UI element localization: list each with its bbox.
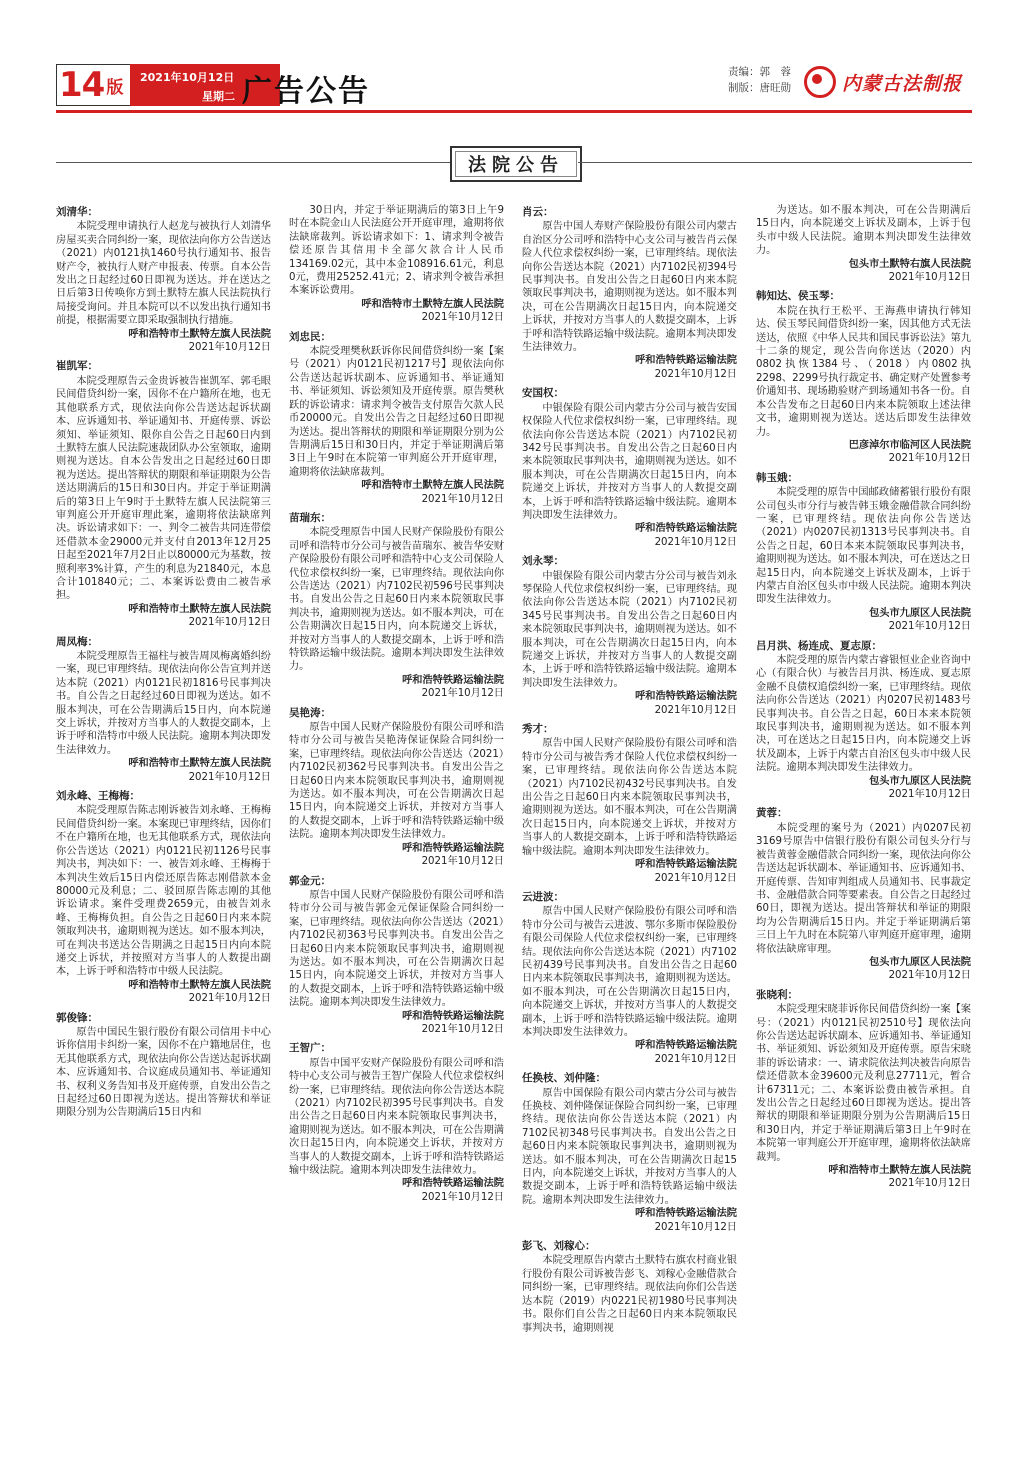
editors <box>728 64 791 96</box>
court-notice <box>522 1072 737 1234</box>
banner-title: 法院公告 <box>468 155 564 176</box>
notice-body: 原告中国人民财产保险股份有限公司呼和浩特市分公司与被告秀才保险人代位求偿权纠纷一案，已审理终结。现依法向你公告送达本院（2021）内7102民初432号民事判决书。自发出公告之日起60日内来本院领取民事判决书，逾期则视为送达。如不服本判决，可在公告期满次日起15日内，向本院递交上诉状，并按对方当事人的人数提交副本，上诉于呼和浩特铁路运输中级法院。逾期本判决即发生法律效力。 <box>522 738 737 857</box>
notice-body: 中银保险有限公司内蒙古分公司与被告刘永琴保险人代位求偿权纠纷一案，已审理终结。现依法向你公告送达本院（2021）内7102民初345号民事判决书。自发出公告之日起60日内来本院领取民事判决书，逾期则视为送达。如不服本判决，可在公告期满次日起15日内，向本院递交上诉状，并按对方当事人的人数提交副本，上诉于呼和浩特铁路运输中级法院。逾期本判决即发生法律效力。 <box>522 570 737 689</box>
column-4 <box>756 204 971 1464</box>
notice-court-signature: 呼和浩特铁路运输法院 <box>635 691 737 703</box>
notice-body: 原告中国平安财产保险股份有限公司呼和浩特中心支公司与被告王智广保险人代位求偿权纠纷一案，已审理终结。现依法向你公告送达本院（2021）内7102民初395号民事判决书。自发出公告之日起60日内来本院领取民事判决书，逾期则视为送达。如不服本判决，可在公告期满次日起15日内，向本院递交上诉状，并按对方当事人的人数提交副本，上诉于呼和浩特铁路运输中级法院。逾期本判决即发生法律效力。 <box>289 1057 504 1177</box>
notice-date: 2021年10月12日 <box>421 493 504 505</box>
notice-date: 2021年10月12日 <box>421 1191 504 1203</box>
court-notice <box>522 555 737 717</box>
notice-date: 2021年10月12日 <box>654 704 737 716</box>
notice-date: 2021年10月12日 <box>188 771 271 783</box>
notice-court-signature: 呼和浩特市土默特左旗人民法院 <box>361 480 504 492</box>
notice-body: 本院受理樊秋跃诉你民间借贷纠纷一案【案号（2021）内0121民初1217号】现依法向你公告送达起诉状副本、应诉通知书、举证通知书、举证须知、诉讼须知及开庭传票。原告樊秋跃的诉讼请求：请求判令被告支付原告欠款人民币20000元。自发出公告之日起经过60日即视为送达。提出答辩状的期限和举证期限分别为公告期满后15日和30日内，并定于举证期满后第3日上午9时在本院第一审判庭公开开庭审理，逾期将依法缺席裁判。 <box>289 346 504 478</box>
notice-addressee: 刘永峰、王梅梅： <box>56 790 140 803</box>
notice-court-signature: 呼和浩特市土默特左旗人民法院 <box>128 603 271 615</box>
issue-date: 2021年10月12日 <box>140 71 235 84</box>
notice-date: 2021年10月12日 <box>421 688 504 700</box>
notice-addressee: 秀才： <box>522 723 554 736</box>
page-number: 14 <box>59 65 105 105</box>
logo-icon <box>804 66 836 98</box>
notice-body: 本院在执行王松平、王海燕申请执行韩知达、侯玉琴民间借贷纠纷一案，因其他方式无法送达，依照《中华人民共和国民事诉讼法》第九十二条的规定，现公告向你送达（2020）内0802执恢1384号、（2018）内0802执2298、2299号执行裁定书、确定财产处置参考价通知书、现场勘验财产到场通知书各一份。自本公告发布之日起60日内来本院领取上述法律文书，逾期则视为送达。送达后即发生法律效力。 <box>756 305 971 438</box>
notice-body: 原告中国人寿财产保险股份有限公司内蒙古自治区分公司呼和浩特中心支公司与被告肖云保险人代位求偿权纠纷一案，已审理终结。现依法向你公告送达本院（2021）内7102民初394号民事判决书。自发出公告之日起60日内来本院领取民事判决书，逾期则视为送达。如不服本判决，可在公告期满次日起15日内，向本院递交上诉状，并按对方当事人的人数提交副本，上诉于呼和浩特铁路运输中级法院。逾期本判决即发生法律效力。 <box>522 221 737 354</box>
notice-court-signature: 呼和浩特铁路运输法院 <box>402 1178 504 1190</box>
notice-court-signature: 呼和浩特铁路运输法院 <box>635 1040 737 1052</box>
issue-weekday: 星期二 <box>202 90 235 103</box>
court-notice <box>756 472 971 634</box>
notice-date: 2021年10月12日 <box>888 453 971 465</box>
notice-addressee: 周凤梅： <box>56 635 98 648</box>
notice-body: 原告中国民生银行股份有限公司信用卡中心诉你信用卡纠纷一案，因你不在户籍地居住，也无其他联系方式，现依法向你公告送达起诉状副本、应诉通知书、合议庭成员通知书、举证通知书、权利义务告知书及开庭传票，自发出公告之日起经过60日即视为送达。提出答辩状和举证期限分别为公告期满后15日内和 <box>56 1026 271 1119</box>
notice-addressee: 韩玉娥： <box>756 471 798 484</box>
notice-body: 本院受理原告陈志刚诉被告刘永峰、王梅梅民间借贷纠纷一案。本案现已审理终结，因你们不在户籍所在地，也无其他联系方式，现依法向你公告送达（2021）内0121民初1126号民事判决书，判决如下：一、被告刘永峰、王梅梅于本判决生效后15日内偿还原告陈志刚借款本金80000元及利息；二、驳回原告陈志刚的其他诉讼请求。案件受理费2659元，由被告刘永峰、王梅梅负担。自公告之日起60日内来本院领取判决书，逾期则视为送达。如不服本判决，可在判决书送达公告期满之日起15日内向本院递交上诉状，并按照对方当事人的人数提出副本，上诉于呼和浩特市中级人民法院。 <box>56 805 271 978</box>
notice-body: 本院受理宋晓菲诉你民间借贷纠纷一案【案号：（2021）内0121民初2510号】现依法向你公告送达起诉状副本、应诉通知书、举证通知书、举证须知、诉讼须知及开庭传票。原告宋晓菲的诉讼请求：一、请求院依法判决被告向原告偿还借款本金39600元及利息27711元，暂合计67311元；二、本案诉讼费由被告承担。自发出公告之日起经过60日即视为送达。提出答辩状的期限和举证期限分别为公告期满后15日和30日内，并定于举证期满后第3日上午9时在本院第一审判庭公开开庭审理，逾期将依法缺席裁判。 <box>756 1004 971 1163</box>
court-notice <box>756 290 971 465</box>
court-notice <box>289 512 504 701</box>
notice-addressee: 韩知达、侯玉琴： <box>756 290 840 303</box>
court-notice <box>756 640 971 802</box>
court-notice <box>56 206 271 354</box>
notice-court-signature: 呼和浩特铁路运输法院 <box>635 859 737 871</box>
notice-addressee: 安国权： <box>522 387 564 400</box>
notice-body: 本院受理的原告中国邮政储蓄银行股份有限公司包头市分行与被告韩玉娥金融借款合同纠纷一案，已审理终结。现依法向你公告送达（2021）内0207民初1313号民事判决书。自公告之日起，60日本来本院领取民事判决书，逾期则视为送达。如不服本判决，可在送达之日起15日内，向本院递交上诉状及副本，上诉于内蒙古自治区包头市中级人民法院。逾期本判决即发生法律效力。 <box>756 487 971 606</box>
court-notice <box>289 875 504 1037</box>
notice-addressee: 崔凯军： <box>56 360 98 373</box>
notice-date: 2021年10月12日 <box>188 617 271 629</box>
notice-court-signature: 巴彦淖尔市临河区人民法院 <box>848 439 971 451</box>
court-notice <box>756 204 971 284</box>
page-number-suffix: 版 <box>106 77 124 98</box>
notice-addressee: 刘忠民： <box>289 330 331 343</box>
notice-body: 本院受理原告云金贵诉被告崔凯军、郭毛眼民间借贷纠纷一案，因你不在户籍所在地，也无其他联系方式，现依法向你公告送达起诉状副本、应诉通知书、举证通知书、开庭传票、诉讼须知、举证须知、限你自公告之日起60日内到土默特左旗人民法院速裁团队办公室领取，逾期则视为送达。自本公告发出之日起经过60日即视为送达。提出答辩状的期限和举证期限为公告送达期满后的15日和30日内。并定于举证期满后的第3日上午9时于土默特左旗人民法院第三审判庭公开开庭审理此案，逾期将依法缺席判决。诉讼请求如下：一、判令二被告共同连带偿还借款本金29000元并支付自2013年12月25日起至2021年7月2日止以80000元为基数，按照利率3%计算，产生的利息为21840元，本息合计101840元；二、本案诉讼费由二被告承担。 <box>56 375 271 602</box>
column-1 <box>56 204 271 1464</box>
court-notice <box>56 790 271 1006</box>
notice-court-signature: 呼和浩特铁路运输法院 <box>635 1208 737 1220</box>
notice-body: 原告中国人民财产保险股份有限公司呼和浩特市分公司与被告吴艳涛保证保险合同纠纷一案，已审理终结。现依法向你公告送达（2021）内7102民初362号民事判决书。自发出公告之日起60日内来本院领取民事判决书，逾期则视为送达。如不服本判决，可在公告期满次日起15日内，向本院递交上诉状，并按对方当事人的人数提交副本，上诉于呼和浩特铁路运输中级法院。逾期本判决即发生法律效力。 <box>289 722 504 841</box>
masthead-rule <box>56 110 972 113</box>
notice-court-signature: 呼和浩特市土默特左旗人民法院 <box>128 979 271 991</box>
notice-addressee: 吴艳涛： <box>289 706 331 719</box>
newspaper-logo <box>804 66 962 98</box>
notice-date: 2021年10月12日 <box>654 368 737 380</box>
notice-body: 本院受理原告内蒙古土默特右旗农村商业银行股份有限公司诉被告彭飞、刘稼心金融借款合同纠纷一案，已审理终结。现依法向你们公告送达本院（2019）内0221民初1980号民事判决书。限你们自公告之日起60日内来本院领取民事判决书，逾期则视 <box>522 1255 737 1334</box>
notice-addressee: 王智广： <box>289 1042 331 1055</box>
notice-addressee: 郭俊锋： <box>56 1011 98 1024</box>
notice-addressee: 吕月洪、杨连成、夏志原： <box>756 639 882 652</box>
notice-date: 2021年10月12日 <box>888 272 971 284</box>
notice-body: 30日内，并定于举证期满后的第3日上午9时在本院金山人民法庭公开开庭审理，逾期将依法缺席裁判。诉讼请求如下：1、请求判令被告偿还原告其信用卡全部欠款合计人民币134169.02元，其中本金108916.61元，利息0元，费用25252.41元；2、请求判令被告承担本案诉讼费用。 <box>289 205 504 297</box>
notice-date: 2021年10月12日 <box>188 993 271 1005</box>
notice-court-signature: 呼和浩特铁路运输法院 <box>635 355 737 367</box>
court-notice <box>289 331 504 506</box>
notice-court-signature: 呼和浩特市土默特左旗人民法院 <box>128 328 271 340</box>
court-notice <box>289 204 504 325</box>
court-notice <box>522 206 737 381</box>
notice-addressee: 张晓利： <box>756 988 798 1001</box>
notice-body: 本院受理原告中国人民财产保险股份有限公司呼和浩特市分公司与被告苗瑞东、被告华安财产保险股份有限公司呼和浩特中心支公司保险人代位求偿权纠纷一案，已审理终结。现依法向你公告送达（2021）内7102民初596号民事判决书。自发出公告之日起60日内来本院领取民事判决书，逾期则视为送达。如不服本判决，可在公告期满次日起15日内，向本院递交上诉状，并按对方当事人的人数提交副本，上诉于呼和浩特铁路运输中级法院。逾期本判决即发生法律效力。 <box>289 527 504 673</box>
notice-court-signature: 包头市九原区人民法院 <box>869 775 971 787</box>
notice-body: 本院受理的原告内蒙古睿银恒业企业咨询中心（有限合伙）与被告吕月洪、杨连成、夏志原金融不良债权追偿纠纷一案，已审理终结。现依法向你公告送达（2021）内0207民初1483号民事判决书。自公告之日起，60日本来本院领取民事判决书，逾期则视为送达。如不服本判决，可在送达之日起15日内，向本院递交上诉状及副本，上诉于内蒙古自治区包头市中级人民法院。逾期本判决即发生法律效力。 <box>756 655 971 774</box>
notice-addressee: 肖云： <box>522 206 554 218</box>
notice-court-signature: 包头市九原区人民法院 <box>869 607 971 619</box>
notice-addressee: 黄蓉： <box>756 807 788 820</box>
notice-date: 2021年10月12日 <box>888 789 971 801</box>
notice-court-signature: 呼和浩特市土默特左旗人民法院 <box>828 1165 971 1177</box>
notice-date: 2021年10月12日 <box>888 621 971 633</box>
notices-area <box>56 204 972 1464</box>
notice-body: 本院受理的案号为（2021）内0207民初3169号原告中信银行股份有限公司包头分行与被告黄蓉金融借款合同纠纷一案，现依法向你公告送达起诉状副本、举证通知书、应诉通知书、开庭传票、告知审判组成人员通知书、民事裁定书、金融借款合同等要素表。自公告之日起经过60日，即视为送达。提出答辩状和举证的期限均为公告期满后15日内。并定于举证期满后第三日上午九时在本院第八审判庭开庭审理，逾期将依法缺席审理。 <box>756 822 971 955</box>
column-2 <box>289 204 504 1464</box>
column-3 <box>522 204 737 1464</box>
court-notice <box>756 807 971 982</box>
notice-addressee: 刘永琴： <box>522 555 564 568</box>
notice-date: 2021年10月12日 <box>654 1221 737 1233</box>
court-notice <box>522 1240 737 1335</box>
notice-date: 2021年10月12日 <box>654 1053 737 1065</box>
producer-credit: 制版：唐旺勋 <box>728 82 791 94</box>
notice-addressee: 刘清华： <box>56 206 98 218</box>
notice-body: 本院受理申请执行人赵龙与被执行人刘清华房屋买卖合同纠纷一案，现依法向你方公告送达（2021）内0121执1460号执行通知书、报告财产令，被执行人财产申报表、传票。自本公告发出之日起经过60日即视为送达。并在送达之日后第3日传唤你方到土默特左旗人民法院执行局接受询问。并且本院可以不以发出执行通知书前提，根据需要立即采取强制执行措施。 <box>56 221 271 327</box>
section-title: 广告公告 <box>242 74 370 109</box>
notice-body: 为送达。如不服本判决，可在公告期满后15日内，向本院递交上诉状及副本，上诉于包头市中级人民法院。逾期本判决即发生法律效力。 <box>756 205 971 257</box>
notice-date: 2021年10月12日 <box>421 1023 504 1035</box>
notice-body: 中银保险有限公司内蒙古分公司与被告安国权保险人代位求偿权纠纷一案，已审理终结。现依法向你公告送达本院（2021）内7102民初342号民事判决书。自发出公告之日起60日内来本院领取民事判决书，逾期则视为送达。如不服本判决，可在公告期满次日起15日内，向本院递交上诉状，并按对方当事人的人数提交副本，上诉于呼和浩特铁路运输中级法院。逾期本判决即发生法律效力。 <box>522 402 737 521</box>
notice-court-signature: 呼和浩特铁路运输法院 <box>402 1010 504 1022</box>
notice-court-signature: 呼和浩特铁路运输法院 <box>402 842 504 854</box>
notice-court-signature: 呼和浩特市土默特左旗人民法院 <box>361 298 504 310</box>
banner-rule-left <box>56 162 450 163</box>
notice-date: 2021年10月12日 <box>654 872 737 884</box>
notice-court-signature: 呼和浩特市土默特左旗人民法院 <box>128 758 271 770</box>
notice-addressee: 任换枝、刘仲隆： <box>522 1072 606 1085</box>
notice-court-signature: 包头市九原区人民法院 <box>869 956 971 968</box>
notice-date: 2021年10月12日 <box>654 536 737 548</box>
notice-body: 原告中国人民财产保险股份有限公司呼和浩特市分公司与被告郭金元保证保险合同纠纷一案，已审理终结。现依法向你公告送达（2021）内7102民初363号民事判决书。自发出公告之日起60日内来本院领取民事判决书，逾期则视为送达。如不服本判决，可在公告期满次日起15日内，向本院递交上诉状，并按对方当事人的人数提交副本，上诉于呼和浩特铁路运输中级法院。逾期本判决即发生法律效力。 <box>289 889 504 1009</box>
notice-date: 2021年10月12日 <box>888 970 971 982</box>
banner-rule-right <box>578 162 972 163</box>
section-banner <box>56 140 972 186</box>
logo-text: 内蒙古法制报 <box>842 72 963 95</box>
page-number-box <box>56 64 131 106</box>
notice-addressee: 云进波： <box>522 890 564 903</box>
notice-body: 原告中国保险有限公司内蒙古分公司与被告任换枝、刘仲隆保证保险合同纠纷一案，已审理终结。现依法向你公告送达本院（2021）内7102民初348号民事判决书。自发出公告之日起60日内来本院领取民事判决书，逾期则视为送达。如不服本判决，可在公告期满次日起15日内，向本院递交上诉状，并按对方当事人的人数提交副本，上诉于呼和浩特铁路运输中级法院。逾期本判决即发生法律效力。 <box>522 1087 737 1206</box>
editor-credit: 责编：郭 蓉 <box>728 66 791 78</box>
masthead <box>56 62 972 110</box>
court-notice <box>522 723 737 885</box>
notice-date: 2021年10月12日 <box>421 312 504 324</box>
court-notice <box>56 1012 271 1120</box>
notice-body: 本院受理原告王福柱与被告周凤梅离婚纠纷一案，现已审理终结。现依法向你公告宣判并送达本院（2021）内0121民初1816号民事判决书。自公告之日起经过60日即视为送达。如不服本判决，可在公告期满后15日内，向本院递交上诉状，并按对方当事人的人数提交副本，上诉于呼和浩特市中级人民法院。逾期本判决即发生法律效力。 <box>56 651 271 756</box>
court-notice <box>522 891 737 1066</box>
court-notice <box>289 707 504 869</box>
notice-court-signature: 呼和浩特铁路运输法院 <box>402 674 504 686</box>
banner-box <box>450 146 582 182</box>
notice-date: 2021年10月12日 <box>888 1178 971 1190</box>
court-notice <box>56 360 271 629</box>
notice-addressee: 苗瑞东： <box>289 511 331 524</box>
notice-addressee: 彭飞、刘稼心： <box>522 1240 596 1253</box>
court-notice <box>56 636 271 784</box>
notice-court-signature: 包头市土默特右旗人民法院 <box>848 258 971 270</box>
court-notice <box>522 387 737 549</box>
notice-date: 2021年10月12日 <box>188 342 271 354</box>
notice-date: 2021年10月12日 <box>421 856 504 868</box>
court-notice <box>289 1042 504 1204</box>
notice-addressee: 郭金元： <box>289 874 331 887</box>
court-notice <box>756 989 971 1191</box>
notice-court-signature: 呼和浩特铁路运输法院 <box>635 523 737 535</box>
notice-body: 原告中国人民财产保险股份有限公司呼和浩特市分公司与被告云进波、鄂尔多斯市保险股份有限公司保险人代位求偿权纠纷一案，已审理终结。现依法向你公告送达本院（2021）内7102民初439号民事判决书。自发出公告之日起60日内来本院领取民事判决书，逾期则视为送达。如不服本判决，可在公告期满次日起15日内，向本院递交上诉状，并按对方当事人的人数提交副本，上诉于呼和浩特铁路运输中级法院。逾期本判决即发生法律效力。 <box>522 906 737 1038</box>
